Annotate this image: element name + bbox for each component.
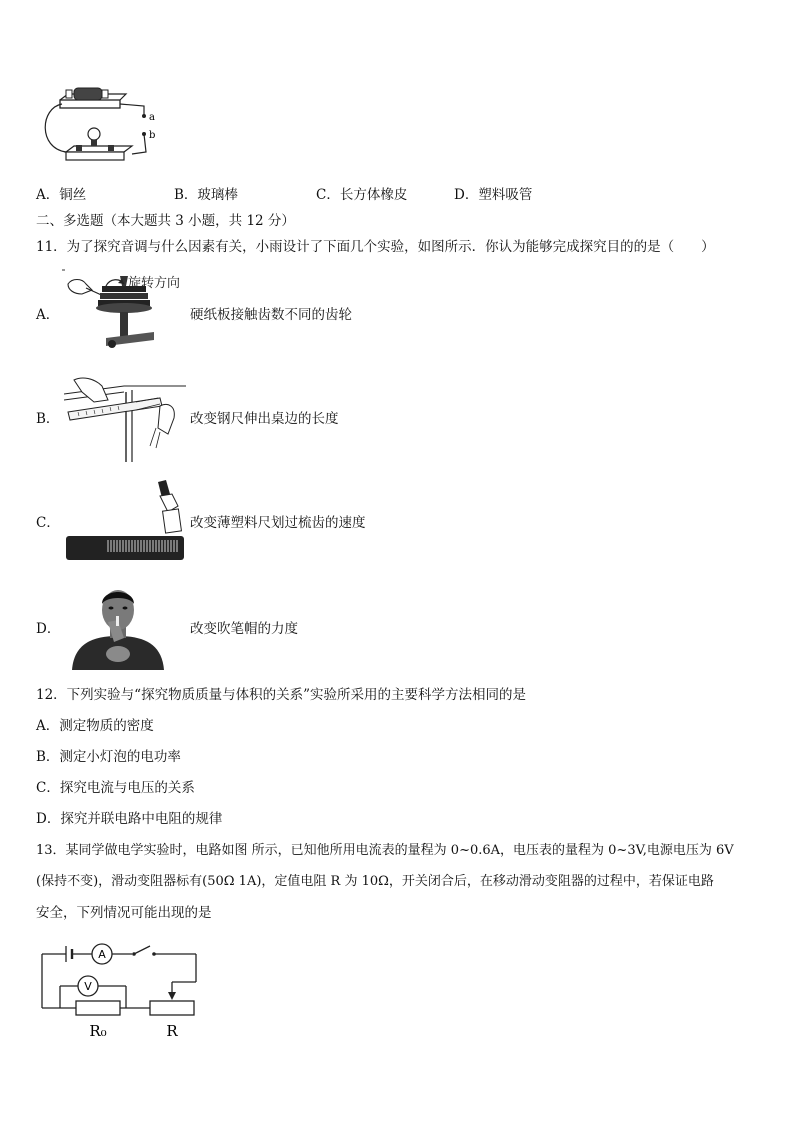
q11-option-c-text: 改变薄塑料尺划过梳齿的速度 (190, 515, 366, 531)
q13-r-label: R (166, 1022, 178, 1040)
q13-stem-line-2: (保持不变)，滑动变阻器标有(50Ω 1A)，定值电阻 R 为 10Ω，开关闭合后，在移动滑动变阻器的过程中，若保证电路 (36, 874, 714, 889)
q12-option-b: B．测定小灯泡的电功率 (36, 749, 181, 765)
q11-option-c-letter: C． (36, 515, 60, 531)
q11-option-a-letter: A． (36, 307, 60, 323)
q12-option-c: C．探究电流与电压的关系 (36, 780, 195, 796)
q11-option-d-boy-blowing-figure (68, 582, 168, 670)
q11-option-b-text: 改变钢尺伸出桌边的长度 (190, 411, 339, 427)
q11-option-c-comb-figure (64, 478, 188, 564)
q11-option-b-ruler-figure (64, 376, 186, 462)
q11-rotation-direction-text: 旋转方向 (128, 276, 181, 291)
q10-option-b (174, 186, 238, 204)
q12-option-a: A．测定物质的密度 (36, 718, 154, 734)
q10-option-c-text: 长方体橡皮 (339, 187, 408, 203)
q11-option-d-letter: D． (36, 621, 61, 637)
q10-option-a-letter: A． (36, 187, 60, 203)
q10-terminal-b-label: b (149, 130, 156, 141)
q13-stem-line-3: 安全，下列情况可能出现的是 (36, 905, 212, 921)
q13-stem-line-1: 13．某同学做电学实验时，电路如图 所示，已知他所用电流表的量程为 0~0.6A，电压表的量程为 0~3V,电源电压为 6V (36, 843, 734, 858)
q12-stem: 12．下列实验与“探究物质质量与体积的关系”实验所采用的主要科学方法相同的是 (36, 687, 526, 703)
q10-option-d-text: 塑料吸管 (478, 187, 533, 203)
q11-rotation-direction-caption (128, 272, 180, 291)
q10-option-d (454, 186, 532, 204)
q13-r0-label: R₀ (89, 1022, 107, 1040)
q11-option-a-text: 硬纸板接触齿数不同的齿轮 (190, 307, 352, 323)
q10-terminal-a-label: a (149, 112, 155, 123)
section-2-heading: 二、多选题（本大题共 3 小题，共 12 分） (36, 213, 295, 229)
q10-circuit-figure (36, 82, 166, 172)
q10-option-a-text: 铜丝 (59, 187, 87, 203)
q10-option-c-letter: C． (316, 187, 340, 203)
q10-option-d-letter: D． (454, 187, 479, 203)
q11-stem: 11．为了探究音调与什么因素有关，小雨设计了下面几个实验，如图所示．你认为能够完成探究目的的是（ ） (36, 239, 715, 255)
q13-voltmeter-label: V (84, 980, 92, 993)
q13-ammeter-label: A (98, 948, 106, 961)
q13-circuit-diagram (36, 936, 208, 1044)
q11-option-d-text: 改变吹笔帽的力度 (190, 621, 298, 637)
q10-option-c (316, 186, 407, 204)
q11-option-b-letter: B． (36, 411, 60, 427)
q11-rotation-arrow-icon (104, 276, 126, 290)
q10-option-a (36, 186, 86, 204)
q12-option-d: D．探究并联电路中电阻的规律 (36, 811, 223, 827)
q10-option-b-text: 玻璃棒 (197, 187, 238, 203)
q10-option-b-letter: B． (174, 187, 198, 203)
